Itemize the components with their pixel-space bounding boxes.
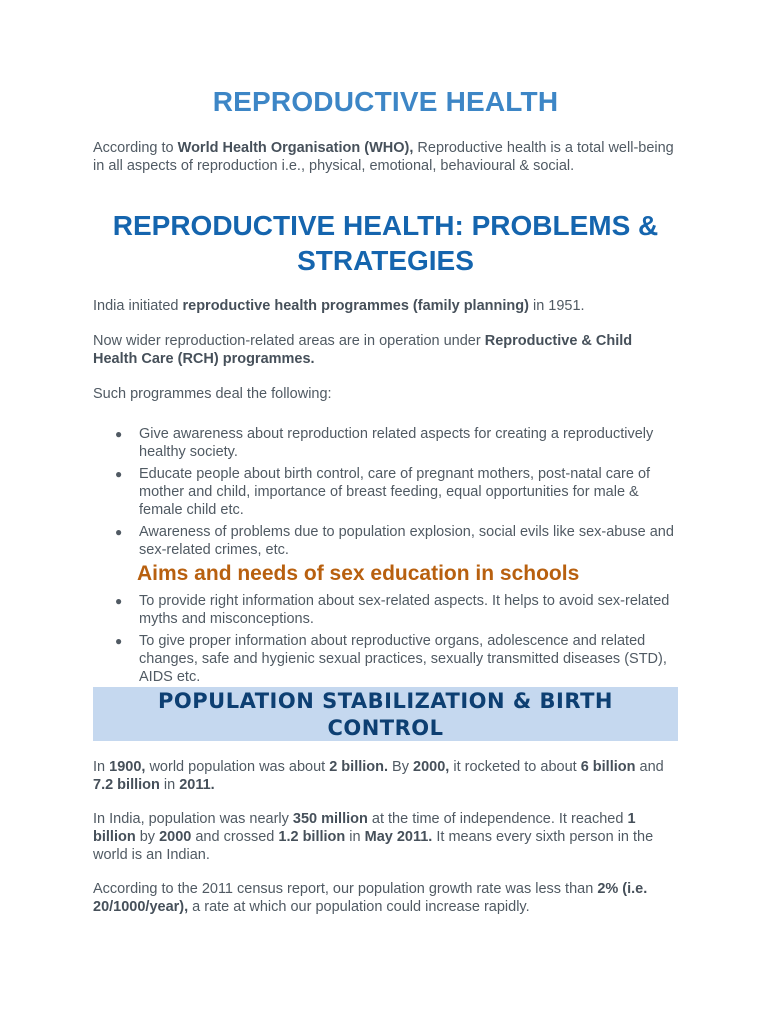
- text-run: In: [93, 759, 110, 775]
- text-run: in: [345, 829, 365, 845]
- bold-run: 6 billion: [580, 759, 636, 775]
- list-item: [93, 425, 678, 461]
- text-run: Now wider reproduction-related areas are in operation under: [93, 333, 485, 349]
- bold-run: 350 million: [292, 811, 368, 827]
- rch-paragraph-2: [93, 332, 678, 368]
- text-run: it rocketed to about: [449, 759, 581, 775]
- title-line: REPRODUCTIVE HEALTH: PROBLEMS &: [112, 210, 659, 241]
- text-run: According to: [93, 140, 178, 156]
- programme-list: [93, 425, 678, 563]
- rch-paragraph-3: Such programmes deal the following:: [93, 386, 332, 402]
- text-run: According to the 2011 census report, our population growth rate was less than: [93, 881, 598, 897]
- list-item-text: Awareness of problems due to population explosion, social evils like sex-abuse and sex-related crimes, etc.: [139, 524, 674, 558]
- text-run: a rate at which our population could increase rapidly.: [188, 899, 530, 915]
- bold-run: Reproductive & Child Health Care (RCH) programmes.: [93, 333, 633, 367]
- bold-run: World Health Organisation (WHO),: [177, 140, 414, 156]
- bold-run: May 2011.: [364, 829, 433, 845]
- population-paragraph-3: [93, 880, 678, 916]
- bullet-icon: ●: [115, 594, 123, 608]
- text-run: by: [135, 829, 160, 845]
- list-item: [93, 592, 678, 628]
- section-title-population: [93, 687, 678, 742]
- bold-run: 2 billion.: [329, 759, 389, 775]
- bullet-icon: ●: [115, 634, 123, 648]
- bullet-icon: ●: [115, 525, 123, 539]
- list-item: [93, 465, 678, 519]
- population-heading-band: [93, 687, 678, 741]
- text-run: in: [159, 777, 180, 793]
- aims-list: [93, 592, 678, 690]
- text-run: world population was about: [145, 759, 330, 775]
- rch-paragraph-1: [93, 297, 678, 315]
- list-item-text: Give awareness about reproduction related aspects for creating a reproductively healthy society.: [139, 426, 654, 460]
- bold-run: 2011.: [179, 777, 215, 793]
- bullet-icon: ●: [115, 467, 123, 481]
- text-run: and: [635, 759, 664, 775]
- list-item: [93, 523, 678, 559]
- list-item: [93, 632, 678, 686]
- list-item-text: Educate people about birth control, care of pregnant mothers, post-natal care of mother and child, importance of breast feeding, equal opportunities for male & female child etc.: [139, 466, 651, 518]
- aims-heading: Aims and needs of sex education in schools: [137, 562, 580, 585]
- text-run: and crossed: [191, 829, 279, 845]
- text-run: In India, population was nearly: [93, 811, 293, 827]
- page-title: REPRODUCTIVE HEALTH: [212, 86, 559, 117]
- bold-run: 2% (i.e. 20/1000/year),: [93, 881, 648, 915]
- intro-paragraph: [93, 139, 678, 175]
- list-item-text: To give proper information about reproductive organs, adolescence and related changes, safe and hygienic sexual practices, sexually transmitted diseases (STD), AIDS etc.: [139, 633, 667, 685]
- title-line: CONTROL: [327, 716, 444, 740]
- text-run: at the time of independence. It reached: [367, 811, 628, 827]
- text-run: in 1951.: [528, 298, 585, 314]
- text-run: Reproductive health is a total well-being in all aspects of reproduction i.e., physical, emotional, behavioural & social.: [93, 140, 674, 174]
- bold-run: 1.2 billion: [278, 829, 346, 845]
- bold-run: 2000: [159, 829, 192, 845]
- title-line: STRATEGIES: [297, 245, 474, 276]
- bold-run: 1 billion: [93, 811, 636, 845]
- bold-run: 7.2 billion: [93, 777, 160, 793]
- text-run: By: [388, 759, 414, 775]
- list-item-text: To provide right information about sex-related aspects. It helps to avoid sex-related myths and misconceptions.: [139, 593, 670, 627]
- bold-run: reproductive health programmes (family planning): [182, 298, 529, 314]
- population-paragraph-1: [93, 758, 678, 794]
- text-run: It means every sixth person in the world is an Indian.: [93, 829, 654, 863]
- bold-run: 1900,: [109, 759, 146, 775]
- text-run: India initiated: [93, 298, 183, 314]
- bullet-icon: ●: [115, 427, 123, 441]
- population-paragraph-2: [93, 810, 678, 864]
- bold-run: 2000,: [413, 759, 450, 775]
- section-title-problems: [93, 208, 678, 278]
- title-line: POPULATION STABILIZATION & BIRTH: [158, 689, 613, 713]
